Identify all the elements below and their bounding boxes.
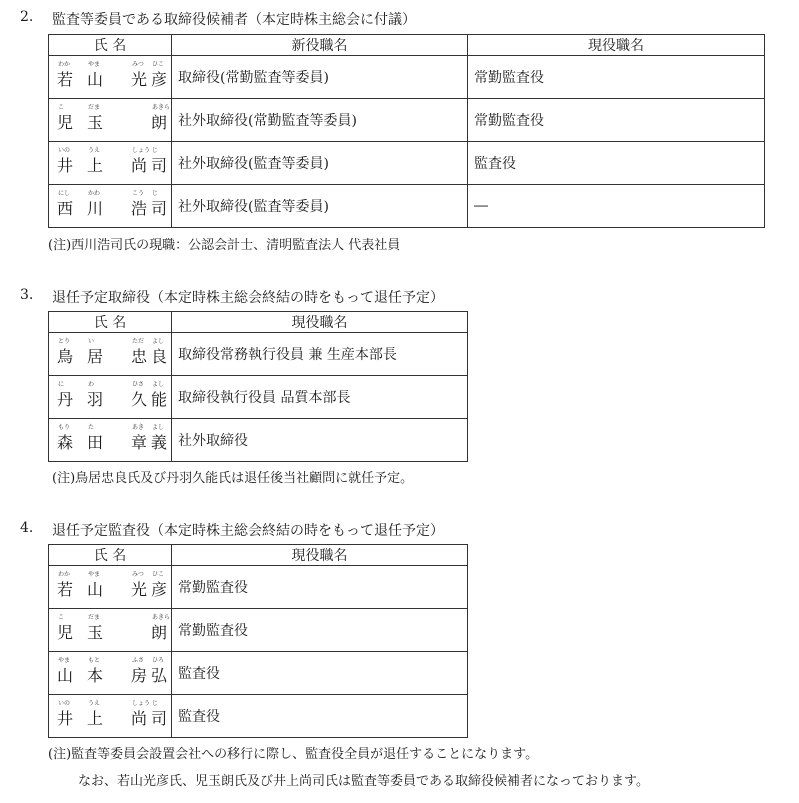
name-kanji: 鳥 <box>57 347 74 366</box>
name-kanji: 忠 <box>131 347 148 366</box>
name-furigana: じ <box>152 147 159 154</box>
person-name <box>49 652 172 695</box>
table-row <box>49 695 468 738</box>
name-furigana: やま <box>88 571 101 578</box>
person-name <box>49 142 172 185</box>
new-title-cell: 社外取締役(監査等委員) <box>172 142 468 185</box>
name-furigana: あき <box>132 424 145 431</box>
current-title-cell: 社外取締役 <box>172 419 468 462</box>
name-furigana: かわ <box>88 190 101 197</box>
current-title-cell: 常勤監査役 <box>172 566 468 609</box>
table-row <box>49 56 765 99</box>
name-furigana: よし <box>152 338 165 345</box>
name-kanji: 若 <box>57 70 74 89</box>
person-name <box>49 566 172 609</box>
name-kanji: 司 <box>151 156 168 175</box>
current-title-cell: 監査役 <box>468 142 765 185</box>
note: (注)監査等委員会設置会社への移行に際し、監査役全員が退任することになります。 <box>48 747 539 762</box>
person-name <box>49 56 172 99</box>
name-kanji: 光 <box>131 70 148 89</box>
name-kanji: 尚 <box>131 709 148 728</box>
table-row <box>49 419 468 462</box>
name-furigana: わか <box>58 61 71 68</box>
header-current-title: 現役職名 <box>468 35 765 56</box>
name-kanji: 能 <box>151 390 168 409</box>
new-title-cell: 社外取締役(常勤監査等委員) <box>172 99 468 142</box>
section-title: 退任予定取締役（本定時株主総会終結の時をもって退任予定） <box>52 290 444 306</box>
table-row <box>49 99 765 142</box>
name-furigana: とり <box>58 338 71 345</box>
header-name: 氏 名 <box>49 35 172 56</box>
candidates-table <box>48 34 765 228</box>
name-furigana: あきら <box>152 104 171 111</box>
name-kanji: 彦 <box>151 70 168 89</box>
person-name <box>49 185 172 228</box>
header-name: 氏 名 <box>49 312 172 333</box>
name-kanji: 良 <box>151 347 168 366</box>
name-kanji: 尚 <box>131 156 148 175</box>
person-name <box>49 376 172 419</box>
section-title: 監査等委員である取締役候補者（本定時株主総会に付議） <box>52 12 416 28</box>
note: (注)西川浩司氏の現職：公認会計士、清明監査法人 代表社員 <box>48 238 401 253</box>
table-header-row <box>49 545 468 566</box>
table-row <box>49 142 765 185</box>
section-3-heading <box>20 287 444 306</box>
section-2-heading <box>20 9 416 28</box>
current-title-cell: 取締役執行役員 品質本部長 <box>172 376 468 419</box>
name-kanji: 房 <box>131 666 148 685</box>
section-number: 4. <box>20 520 34 536</box>
name-kanji: 川 <box>87 199 104 218</box>
current-title-cell: 監査役 <box>172 652 468 695</box>
name-furigana: ただ <box>132 338 145 345</box>
current-title-cell: 監査役 <box>172 695 468 738</box>
header-name: 氏 名 <box>49 545 172 566</box>
table-row <box>49 566 468 609</box>
section-number: 3. <box>20 287 34 303</box>
name-kanji: 居 <box>87 347 104 366</box>
name-furigana: ひこ <box>152 61 165 68</box>
table-row <box>49 333 468 376</box>
name-furigana: い <box>88 338 95 345</box>
name-kanji: 司 <box>151 199 168 218</box>
person-name <box>49 609 172 652</box>
name-kanji: 上 <box>87 156 104 175</box>
name-kanji: 山 <box>57 666 74 685</box>
name-furigana: みつ <box>132 571 144 578</box>
name-kanji: 児 <box>57 113 74 132</box>
name-kanji: 光 <box>131 580 148 599</box>
section-4-heading <box>20 520 444 539</box>
name-furigana: やま <box>58 657 71 664</box>
name-kanji: 西 <box>57 199 74 218</box>
person-name <box>49 333 172 376</box>
name-furigana: じ <box>152 700 159 707</box>
name-furigana: うえ <box>88 147 101 154</box>
name-furigana: よし <box>152 381 165 388</box>
name-furigana: だま <box>88 614 101 621</box>
name-furigana: こ <box>58 104 65 111</box>
name-furigana: よし <box>152 424 165 431</box>
name-furigana: ひこ <box>152 571 165 578</box>
table-row <box>49 185 765 228</box>
person-name <box>49 99 172 142</box>
name-kanji: 彦 <box>151 580 168 599</box>
name-furigana: わ <box>88 381 95 388</box>
section-number: 2. <box>20 9 34 25</box>
current-title-cell: 常勤監査役 <box>172 609 468 652</box>
name-kanji: 司 <box>151 709 168 728</box>
table-header-row <box>49 35 765 56</box>
name-kanji: 玉 <box>87 113 104 132</box>
name-furigana: だま <box>88 104 101 111</box>
name-furigana: もり <box>58 424 71 431</box>
name-kanji: 井 <box>57 156 74 175</box>
name-furigana: やま <box>88 61 101 68</box>
name-kanji: 羽 <box>87 390 104 409</box>
name-furigana: みつ <box>132 61 144 68</box>
name-kanji: 本 <box>87 666 104 685</box>
name-kanji: 弘 <box>151 666 168 685</box>
name-kanji: 田 <box>87 433 104 452</box>
current-title-cell: 常勤監査役 <box>468 99 765 142</box>
name-furigana: こ <box>58 614 65 621</box>
name-kanji: 児 <box>57 623 74 642</box>
name-kanji: 浩 <box>131 199 148 218</box>
person-name <box>49 695 172 738</box>
name-furigana: うえ <box>88 700 101 707</box>
name-kanji: 義 <box>151 433 168 452</box>
person-name <box>49 419 172 462</box>
name-furigana: あきら <box>152 614 171 621</box>
header-new-title: 新役職名 <box>172 35 468 56</box>
name-furigana: に <box>58 381 65 388</box>
name-kanji: 玉 <box>87 623 104 642</box>
name-kanji: 朗 <box>151 113 168 132</box>
name-furigana: いの <box>58 147 71 154</box>
name-kanji: 森 <box>57 433 74 452</box>
header-current-title: 現役職名 <box>172 312 468 333</box>
name-kanji: 章 <box>131 433 148 452</box>
table-header-row <box>49 312 468 333</box>
retiring-directors-table <box>48 311 468 462</box>
name-furigana: じ <box>152 190 159 197</box>
header-current-title: 現役職名 <box>172 545 468 566</box>
name-kanji: 若 <box>57 580 74 599</box>
retiring-auditors-table <box>48 544 468 738</box>
name-kanji: 丹 <box>57 390 74 409</box>
name-furigana: もと <box>88 657 101 664</box>
table-row <box>49 609 468 652</box>
current-title-cell: ― <box>468 185 765 228</box>
name-kanji: 朗 <box>151 623 168 642</box>
name-kanji: 山 <box>87 70 104 89</box>
name-kanji: 井 <box>57 709 74 728</box>
note: (注)鳥居忠良氏及び丹羽久能氏は退任後当社顧問に就任予定。 <box>52 471 414 486</box>
name-furigana: にし <box>58 190 71 197</box>
new-title-cell: 取締役(常勤監査等委員) <box>172 56 468 99</box>
table-row <box>49 652 468 695</box>
new-title-cell: 社外取締役(監査等委員) <box>172 185 468 228</box>
name-kanji: 山 <box>87 580 104 599</box>
name-furigana: しょう <box>132 147 151 154</box>
name-furigana: こう <box>132 190 145 197</box>
name-furigana: ひろ <box>152 657 165 664</box>
name-furigana: いの <box>58 700 71 707</box>
name-furigana: ひさ <box>132 381 145 388</box>
note: なお、若山光彦氏、児玉朗氏及び井上尚司氏は監査等委員である取締役候補者になっております。 <box>78 774 649 789</box>
name-kanji: 久 <box>131 390 148 409</box>
current-title-cell: 常勤監査役 <box>468 56 765 99</box>
section-title: 退任予定監査役（本定時株主総会終結の時をもって退任予定） <box>52 523 444 539</box>
name-furigana: わか <box>58 571 71 578</box>
name-furigana: た <box>88 424 95 431</box>
current-title-cell: 取締役常務執行役員 兼 生産本部長 <box>172 333 468 376</box>
name-furigana: しょう <box>132 700 151 707</box>
name-furigana: ふさ <box>132 657 145 664</box>
name-kanji: 上 <box>87 709 104 728</box>
table-row <box>49 376 468 419</box>
